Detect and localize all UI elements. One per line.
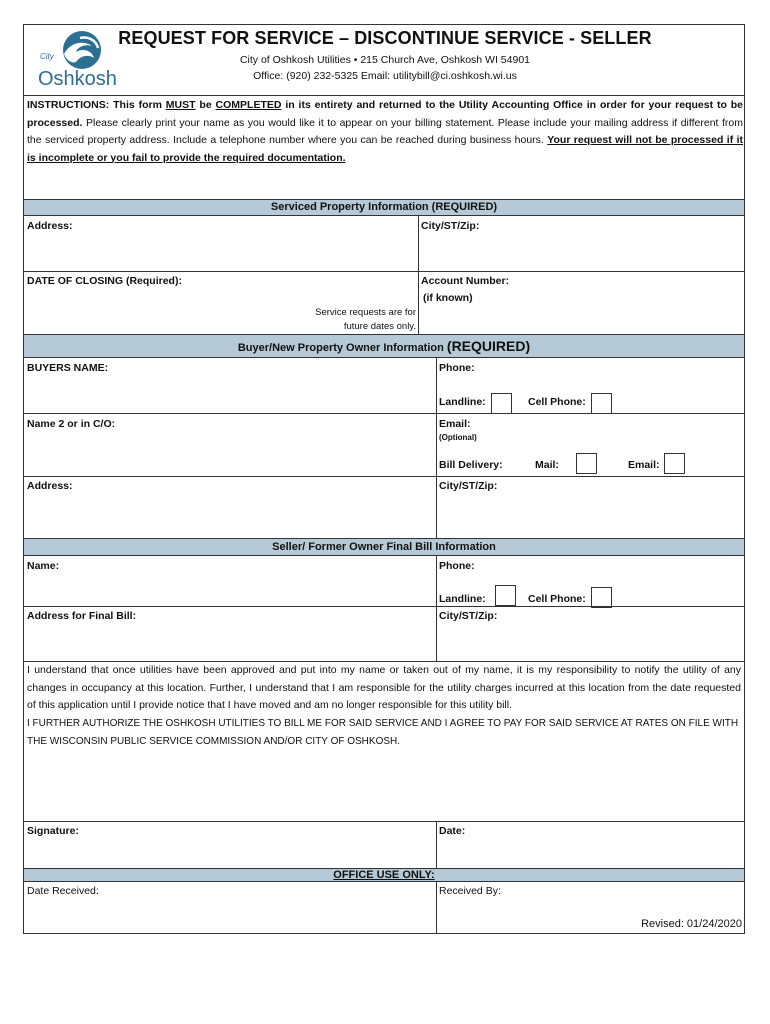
future-note-2: future dates only. — [343, 321, 416, 332]
optional-label: (Optional) — [439, 433, 477, 442]
buyers-name-label: BUYERS NAME: — [27, 362, 109, 374]
serviced-property-header: Serviced Property Information (REQUIRED) — [24, 199, 744, 216]
office-contact: Office: (920) 232-5325 Email: utilitybill@ci.oshkosh.wi.us — [253, 70, 517, 82]
service-form — [23, 24, 745, 934]
final-bill-address-label: Address for Final Bill: — [27, 610, 137, 622]
org-address: City of Oshkosh Utilities • 215 Church Ave, Oshkosh WI 54901 — [239, 54, 531, 66]
serviced-city-label: City/ST/Zip: — [421, 220, 480, 232]
seller-cell-label: Cell Phone: — [528, 593, 586, 605]
name2-label: Name 2 or in C/O: — [27, 418, 116, 430]
logo-city-text: City — [40, 52, 54, 61]
mail-label: Mail: — [535, 459, 559, 471]
office-use-header: OFFICE USE ONLY: — [24, 868, 744, 882]
if-known-label: (if known) — [423, 292, 473, 304]
buyer-cell-label: Cell Phone: — [528, 396, 586, 408]
buyer-email-label: Email: — [439, 418, 471, 430]
seller-cell-checkbox[interactable] — [591, 587, 612, 608]
buyer-landline-label: Landline: — [439, 396, 486, 408]
mail-delivery-checkbox[interactable] — [576, 453, 597, 474]
seller-phone-label: Phone: — [439, 560, 475, 572]
seller-name-label: Name: — [27, 560, 60, 572]
buyer-landline-checkbox[interactable] — [491, 393, 512, 414]
form-title: REQUEST FOR SERVICE – DISCONTINUE SERVICE - SELLER — [118, 28, 652, 48]
signature-label: Signature: — [27, 825, 79, 837]
received-by-label: Received By: — [439, 885, 501, 897]
account-number-label: Account Number: — [421, 275, 510, 287]
date-label: Date: — [439, 825, 466, 837]
authorization-text: I FURTHER AUTHORIZE THE OSHKOSH UTILITIES TO BILL ME FOR SAID SERVICE AND I AGREE TO PAY FOR SAID SERVICE AT RATES ON FILE WITH THE WISCONSIN PUBLIC SERVICE COMMISSION AND/OR CITY OF OSHKOSH. — [27, 718, 739, 747]
buyer-cell-checkbox[interactable] — [591, 393, 612, 414]
closing-date-label: DATE OF CLOSING (Required): — [27, 275, 182, 287]
seller-landline-checkbox[interactable] — [495, 585, 516, 606]
buyer-phone-label: Phone: — [439, 362, 475, 374]
bill-delivery-label: Bill Delivery: — [439, 459, 503, 471]
serviced-address-label: Address: — [27, 220, 73, 232]
instructions: INSTRUCTIONS: This form MUST be COMPLETED in its entirety and returned to the Utility Accounting Office in order for your request to be processed. Please clearly print your name as you would like it to appear on your billing statement. Please include your mailing address if different from the serviced property address. Include a telephone number where you can be reached during business hours. Your request will not be processed if it is incomplete or you fail to provide the required documentation. — [27, 99, 744, 164]
seller-city-label: City/ST/Zip: — [439, 610, 498, 622]
email-delivery-checkbox[interactable] — [664, 453, 685, 474]
seller-landline-label: Landline: — [439, 593, 486, 605]
buyer-header: Buyer/New Property Owner Information (REQUIRED) — [24, 334, 744, 358]
date-received-label: Date Received: — [27, 885, 99, 897]
future-note-1: Service requests are for — [315, 307, 416, 318]
buyer-address-label: Address: — [27, 480, 73, 492]
revised-date: Revised: 01/24/2020 — [641, 918, 742, 930]
seller-header: Seller/ Former Owner Final Bill Information — [24, 538, 744, 556]
email-delivery-label: Email: — [628, 459, 660, 471]
logo-name-text: Oshkosh — [38, 68, 117, 90]
buyer-city-label: City/ST/Zip: — [439, 480, 498, 492]
agreement-text: I understand that once utilities have been approved and put into my name or taken out of my name, it is my responsibility to notify the utility of any changes in occupancy at this location. Further, I understand that I am responsible for the utility charges incurred at this location from the date requested of this application until I provide notice that I have moved and am no longer responsible for this utility bill. — [27, 664, 741, 711]
